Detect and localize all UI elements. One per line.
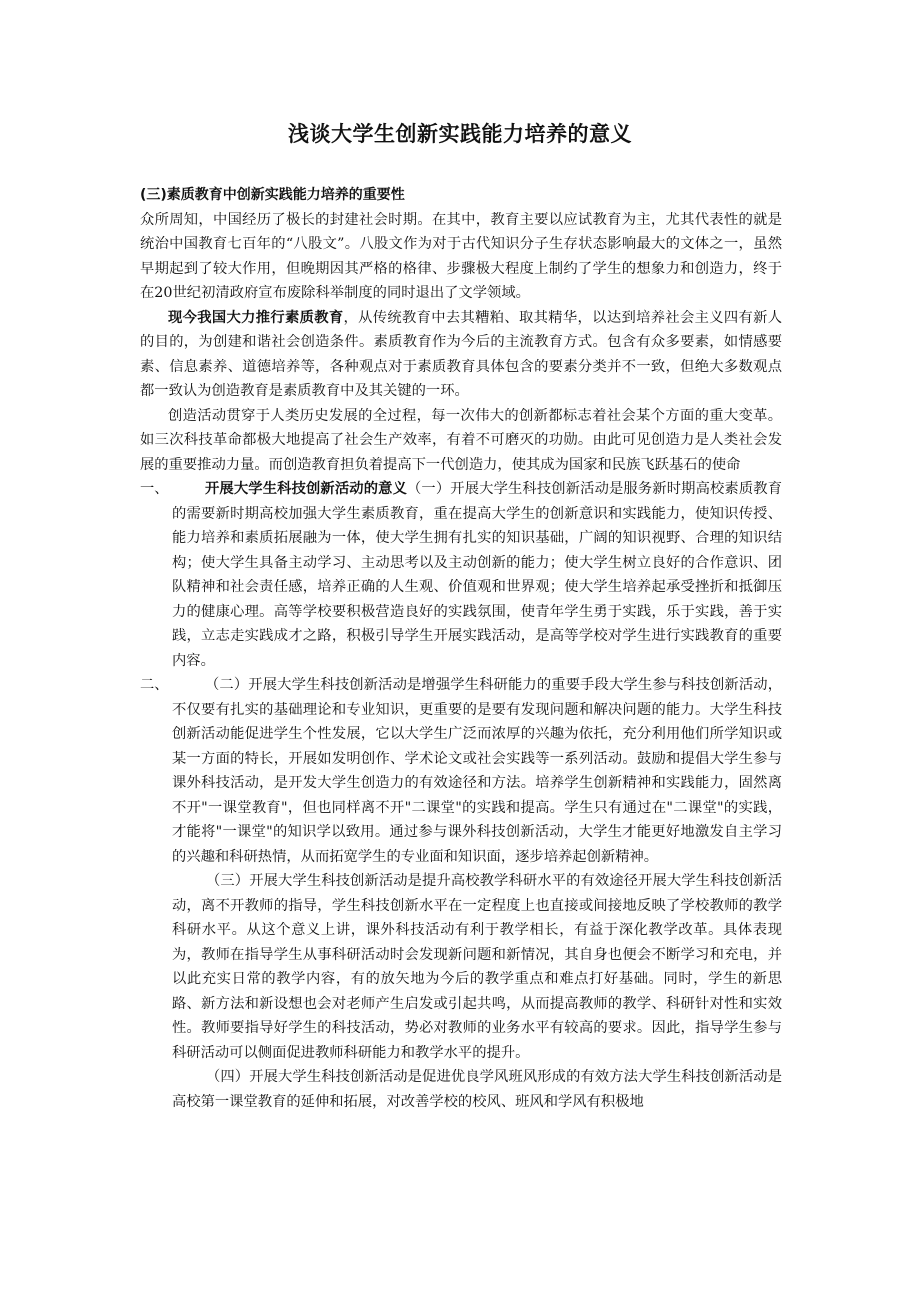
list-marker: 一、 xyxy=(140,481,169,497)
document-title: 浅谈大学生创新实践能力培养的意义 xyxy=(288,122,632,146)
paragraph-subsection-three: （三）开展大学生科技创新活动是提升高校教学科研水平的有效途径开展大学生科技创新活动，离不开教师的指导，学生科技创新水平在一定程度上也直接或间接地反映了学校教师的教学科研水平。从这个意义上讲，课外科技活动有利于教学相长，有益于深化教学改革。具体表现为，教师在指导学生从事科研活动时会发现新问题和新情况，其自身也便会不断学习和充电，并以此充实日常的教学内容，有的放矢地为今后的教学重点和难点打好基础。同时，学生的新思路、新方法和新设想也会对老师产生启发或引起共鸣，从而提高教师的教学、科研针对性和实效性。教师要指导好学生的科技活动，势必对教师的业务水平有较高的要求。因此，指导学生参与科研活动可以侧面促进教师科研能力和教学水平的提升。 xyxy=(172,873,782,1061)
list-marker: 二、 xyxy=(140,677,169,693)
list-item-two xyxy=(140,673,782,869)
list-item-heading: 开展大学生科技创新活动的意义 xyxy=(205,481,407,497)
section-heading: (三)素质教育中创新实践能力培养的重要性 xyxy=(140,187,405,203)
list-item-text: （一）开展大学生科技创新活动是服务新时期高校素质教育的需要新时期高校加强大学生素质教育，重在提高大学生的创新意识和实践能力，使知识传授、能力培养和素质拓展融为一体，使大学生拥有扎实的知识基础，广阔的知识视野、合理的知识结构；使大学生具备主动学习、主动思考以及主动创新的能力；使大学生树立良好的合作意识、团队精神和社会责任感，培养正确的人生观、价值观和世界观；使大学生培养起承受挫折和抵御压力的健康心理。高等学校要积极营造良好的实践氛围，使青年学生勇于实践，乐于实践，善于实践，立志走实践成才之路，积极引导学生开展实践活动，是高等学校对学生进行实践教育的重要内容。 xyxy=(172,481,783,669)
list-item-text: （二）开展大学生科技创新活动是增强学生科研能力的重要手段大学生参与科技创新活动，不仅要有扎实的基础理论和专业知识，更重要的是要有发现问题和解决问题的能力。大学生科技创新活动能促进学生个性发展，它以大学生广泛而浓厚的兴趣为依托，充分利用他们所学知识或某一方面的特长，开展如发明创作、学术论文或社会实践等一系列活动。鼓励和提倡大学生参与课外科技活动，是开发大学生创造力的有效途径和方法。培养学生创新精神和实践能力，固然离不开"一课堂教育"，但也同样离不开"二课堂"的实践和提高。学生只有通过在"二课堂"的实践，才能将"一课堂"的知识学以致用。通过参与课外科技创新活动，大学生才能更好地激发自主学习的兴趣和科研热情，从而拓宽学生的专业面和知识面，逐步培养起创新精神。 xyxy=(172,677,782,865)
list-item-body xyxy=(172,477,782,673)
paragraph-lead-bold: 现今我国大力推行素质教育 xyxy=(168,309,344,326)
paragraph-creativity: 创造活动贯穿于人类历史发展的全过程，每一次伟大的创新都标志着社会某个方面的重大变革。如三次科技革命都极大地提高了社会生产效率，有着不可磨灭的功勋。由此可见创造力是人类社会发展的重要推动力量。而创造教育担负着提高下一代创造力，使其成为国家和民族飞跃基石的使命 xyxy=(140,407,782,473)
list-item-one xyxy=(140,477,782,673)
subsection-block xyxy=(140,869,782,1114)
paragraph-intro: 众所周知，中国经历了极长的封建社会时期。在其中，教育主要以应试教育为主，尤其代表性的就是统治中国教育七百年的“八股文”。八股文作为对于古代知识分子生存状态影响最大的文体之一，虽然早期起到了较大作用，但晚期因其严格的格律、步骤极大程度上制约了学生的想象力和创造力，终于在20世纪初清政府宣布废除科举制度的同时退出了文学领域。 xyxy=(140,211,782,301)
paragraph-quality-education xyxy=(140,306,782,404)
document-body xyxy=(140,183,782,1114)
paragraph-text: ，从传统教育中去其糟粕、取其精华，以达到培养社会主义四有新人的目的，为创建和谐社会创造条件。素质教育作为今后的主流教育方式。包含有众多要素，如情感要素、信息素养、道德培养等，各种观点对于素质教育具体包含的要素分类并不一致，但绝大多数观点都一致认为创造教育是素质教育中及其关键的一环。 xyxy=(140,309,783,399)
paragraph-subsection-four: （四）开展大学生科技创新活动是促进优良学风班风形成的有效方法大学生科技创新活动是高校第一课堂教育的延伸和拓展，对改善学校的校风、班风和学风有积极地 xyxy=(172,1069,782,1110)
